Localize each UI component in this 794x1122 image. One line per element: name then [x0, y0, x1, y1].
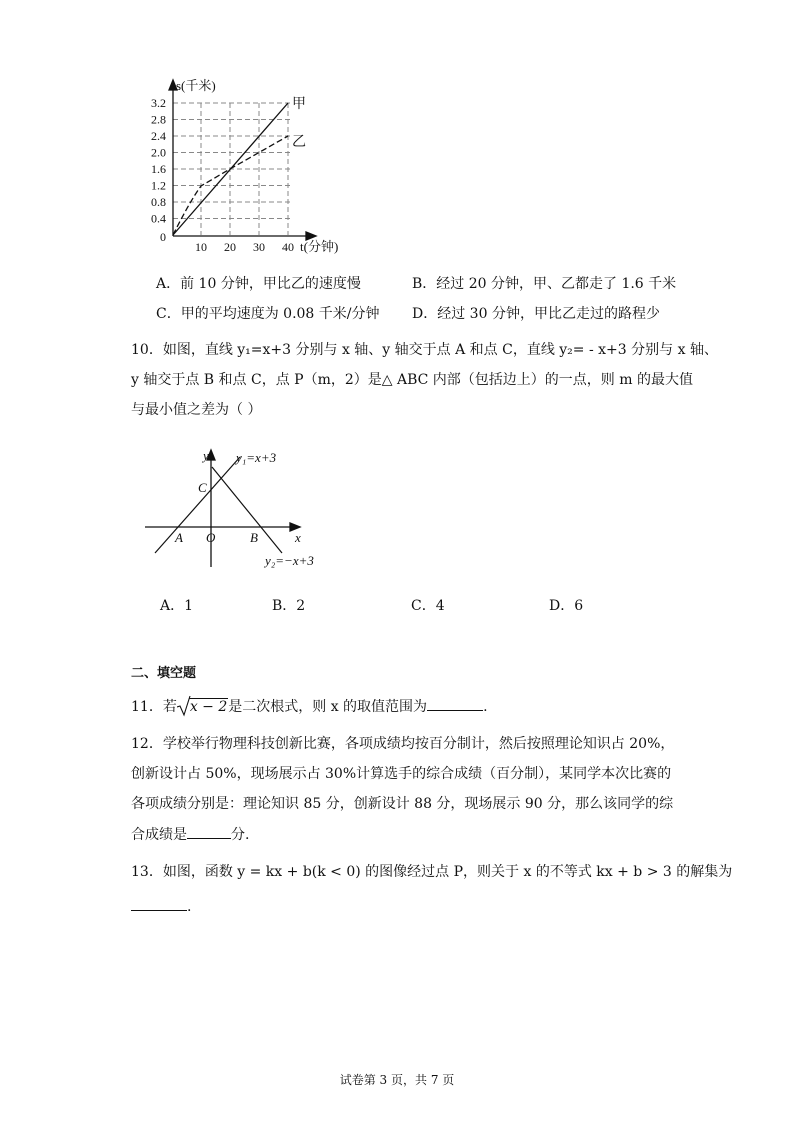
sqrt-expression: [177, 697, 228, 717]
q9-option-d: D．经过 30 分钟，甲比乙走过的路程少: [412, 306, 660, 322]
distance-time-graph: [140, 76, 340, 256]
x-tick: 10: [195, 240, 207, 254]
q10-option-d: D．6: [549, 598, 584, 614]
q12-line4-prefix: 合成绩是: [131, 827, 187, 843]
line-y1: [155, 457, 240, 553]
y-axis-label: s(千米): [176, 78, 216, 93]
q11-end: .: [483, 699, 488, 715]
y-tick: 2.0: [151, 145, 166, 160]
q12-line4-suffix: 分.: [231, 827, 250, 843]
q10-line-graph: [140, 445, 340, 575]
x-tick: 40: [282, 240, 294, 254]
q12-text-line3: 各项成绩分别是：理论知识 85 分，创新设计 88 分，现场展示 90 分，那么该同学的综: [131, 796, 674, 812]
page-footer: 试卷第 3 页，共 7 页: [339, 1073, 455, 1087]
q10-text-line1: 10．如图，直线 y₁=x+3 分别与 x 轴、y 轴交于点 A 和点 C，直线 y₂= - x+3 分别与 x 轴、: [131, 342, 718, 358]
q13-text-line1: 13．如图，函数 y = kx + b(k < 0) 的图像经过点 P，则关于 x 的不等式 kx + b > 3 的解集为: [131, 864, 733, 880]
q9-option-c: C．甲的平均速度为 0.08 千米/分钟: [156, 306, 380, 322]
y-tick: 1.2: [151, 178, 166, 193]
q12-text-line4: [131, 824, 249, 845]
sqrt-radicand: x − 2: [189, 699, 228, 715]
y-tick: 2.8: [151, 112, 166, 127]
y-tick: 2.4: [151, 129, 166, 143]
y-tick: 3.2: [151, 96, 166, 110]
sqrt-icon: [177, 695, 191, 717]
q10-y2-label: y₂=−x+3: [265, 553, 314, 568]
q11-suffix: 是二次根式，则 x 的取值范围为: [228, 699, 428, 715]
section-title: 二、填空题: [131, 666, 197, 681]
q10-text-line2: y 轴交于点 B 和点 C，点 P（m，2）是△ ABC 内部（包括边上）的一点，则 m 的最大值: [131, 372, 693, 388]
q11-prefix: 11．若: [131, 699, 177, 715]
q12-text-line1: 12．学校举行物理科技创新比赛，各项成绩均按百分制计，然后按照理论知识占 20%，: [131, 736, 675, 752]
x-axis-label: t(分钟): [300, 239, 339, 254]
point-a-label: A: [175, 530, 183, 545]
q13-text-line2: [131, 896, 191, 917]
q12-answer-blank[interactable]: [187, 824, 231, 839]
y-tick: 1.6: [151, 162, 166, 176]
x-tick: 30: [253, 240, 265, 254]
label-yi: 乙: [292, 135, 306, 150]
q10-option-b: B．2: [272, 598, 306, 614]
q10-option-a: A．1: [160, 598, 194, 614]
line-y2: [212, 467, 282, 553]
point-c-label: C: [198, 480, 207, 495]
q9-option-a: A．前 10 分钟，甲比乙的速度慢: [156, 276, 361, 292]
y-tick: 0.8: [151, 195, 166, 209]
q11-text: [131, 696, 488, 717]
q10-option-c: C．4: [411, 598, 445, 614]
q13-line2-end: .: [187, 899, 192, 915]
label-jia: 甲: [292, 97, 306, 112]
q13-answer-blank[interactable]: [131, 896, 187, 911]
point-b-label: B: [250, 530, 258, 545]
q10-y1-label: y₁=x+3: [236, 450, 277, 465]
y-tick: 0: [160, 230, 166, 244]
q9-option-b: B．经过 20 分钟，甲、乙都走了 1.6 千米: [412, 276, 677, 292]
y-tick: 0.4: [151, 211, 166, 226]
q12-text-line2: 创新设计占 50%，现场展示占 30%计算选手的综合成绩（百分制），某同学本次比赛的: [131, 766, 672, 782]
q10-y-label: y: [203, 448, 209, 463]
q10-text-line3: 与最小值之差为（ ）: [131, 402, 262, 418]
q10-x-label: x: [295, 530, 301, 545]
x-tick: 20: [224, 240, 236, 254]
point-o-label: O: [206, 530, 216, 545]
q10-axes: [145, 450, 300, 567]
q11-answer-blank[interactable]: [427, 696, 483, 711]
